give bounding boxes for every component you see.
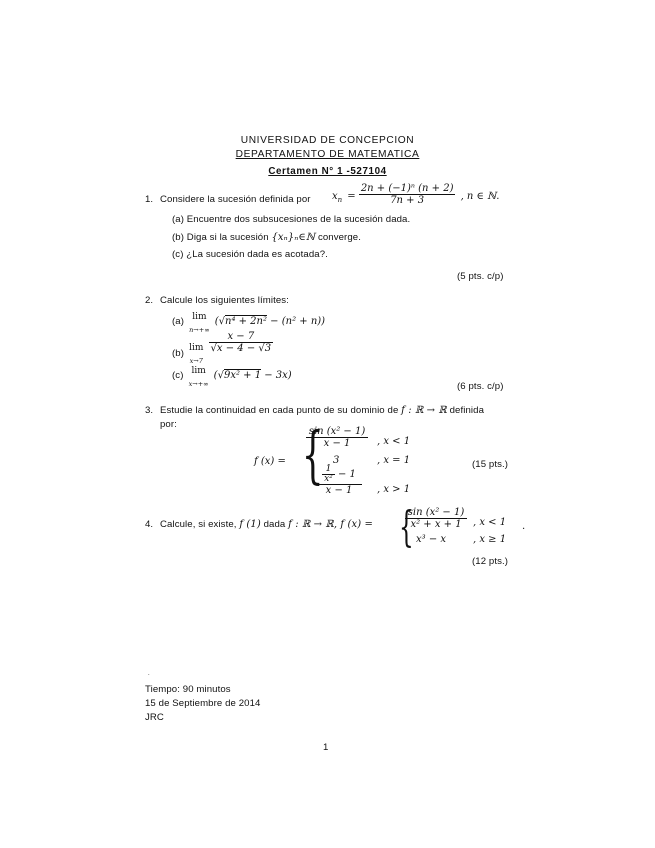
problem-4-brace: { [399,502,414,551]
problem-3-cond-1: , x < 1 [377,436,411,447]
problem-2-b-fraction: $\frac{x - 7}{√x - 4 - √3}$ [210,331,272,354]
footer-initials: JRC [145,712,164,723]
problem-1-part-c: (c) ¿La sucesión dada es acotada?. [172,249,328,260]
problem-3-case-2: 3 [333,455,340,466]
problem-3-points: (15 pts.) [472,459,509,470]
problem-1-points: (5 pts. c/p) [457,271,504,282]
university-title: UNIVERSIDAD DE CONCEPCION [240,135,415,146]
problem-3-fx: f (x) = [254,456,286,467]
problem-4-tail: . [522,521,526,532]
problem-2-number: 2. [145,295,154,306]
problem-1-part-a: (a) Encuentre dos subsucesiones de la sucesión dada. [172,214,411,225]
problem-1-number: 1. [145,194,154,205]
footer-date: 15 de Septiembre de 2014 [145,698,261,709]
department-title: DEPARTAMENTO DE MATEMATICA [235,149,420,160]
problem-1-formula: $x_n$ = $\frac{\text{2n + (−1)ⁿ (n + 2)}}{7n + 3}$ , n ∈ ℕ. [332,183,500,206]
problem-3-number: 3. [145,405,154,416]
problem-2-part-a: (a) lim n→+∞ (√n⁴ + 2n² − (n² + n)) [172,312,326,334]
problem-4-number: 4. [145,519,154,530]
problem-4-case-2: x³ − x [416,534,447,545]
problem-3-cond-3: , x > 1 [377,484,411,495]
formula-lhs: $x_n$ [332,191,343,204]
problem-4-intro: Calcule, si existe, f (1) dada f : ℝ → ℝ, f (x) = [160,519,373,530]
problem-2-intro: Calcule los siguientes límites: [160,295,289,306]
problem-3-case-3: $\frac{1}{\text{x²}}$ − 1 x − 1 [316,465,362,496]
problem-3-brace: { [301,418,324,491]
problem-1-tail: , n ∈ ℕ. [460,191,500,202]
problem-1-intro [160,194,311,205]
problem-4-cond-1: , x < 1 [473,517,507,528]
problem-3-intro-cont: por: [160,419,177,430]
problem-3-cond-2: , x = 1 [377,455,411,466]
footer-dot: . [148,671,150,677]
problem-2-points: (6 pts. c/p) [457,381,504,392]
problem-1-numerator: 2n + (−1)ⁿ (n + 2) [360,183,454,194]
problem-1-part-b: (b) Diga si la sucesión {xₙ}ₙ∈ℕ converge. [172,232,361,243]
problem-1-fraction [359,183,456,206]
problem-4-case-1: $\frac{\text{sin (x² − 1)}}{\text{x² + x + 1}}$ [405,507,467,530]
problem-4-points: (12 pts.) [472,556,509,567]
exam-title: Certamen N° 1 -527104 [268,166,387,177]
problem-2-part-b: $_{(b)}$ lim x→7 $\frac{x - 7}{√x - 4 - √3}$ [172,331,272,365]
problem-3-case-1: $\frac{\text{sin (x² − 1)}}{x - 1}$ [306,426,368,449]
problem-3-intro: Estudie la continuidad en cada punto de su dominio de f : ℝ → ℝ definida [160,405,485,416]
problem-4-cond-2: , x ≥ 1 [473,534,507,545]
problem-1-intro-text: Considere la sucesión definida por [160,194,311,205]
sequence-symbol: {xₙ}ₙ∈ℕ [271,232,316,243]
footer-time: Tiempo: 90 minutos [145,684,231,695]
problem-1-denominator: 7n + 3 [390,195,425,206]
page-number: 1 [323,742,329,753]
problem-2-part-c: (c) lim x→+∞ (√9x² + 1 − 3x) [172,366,292,388]
